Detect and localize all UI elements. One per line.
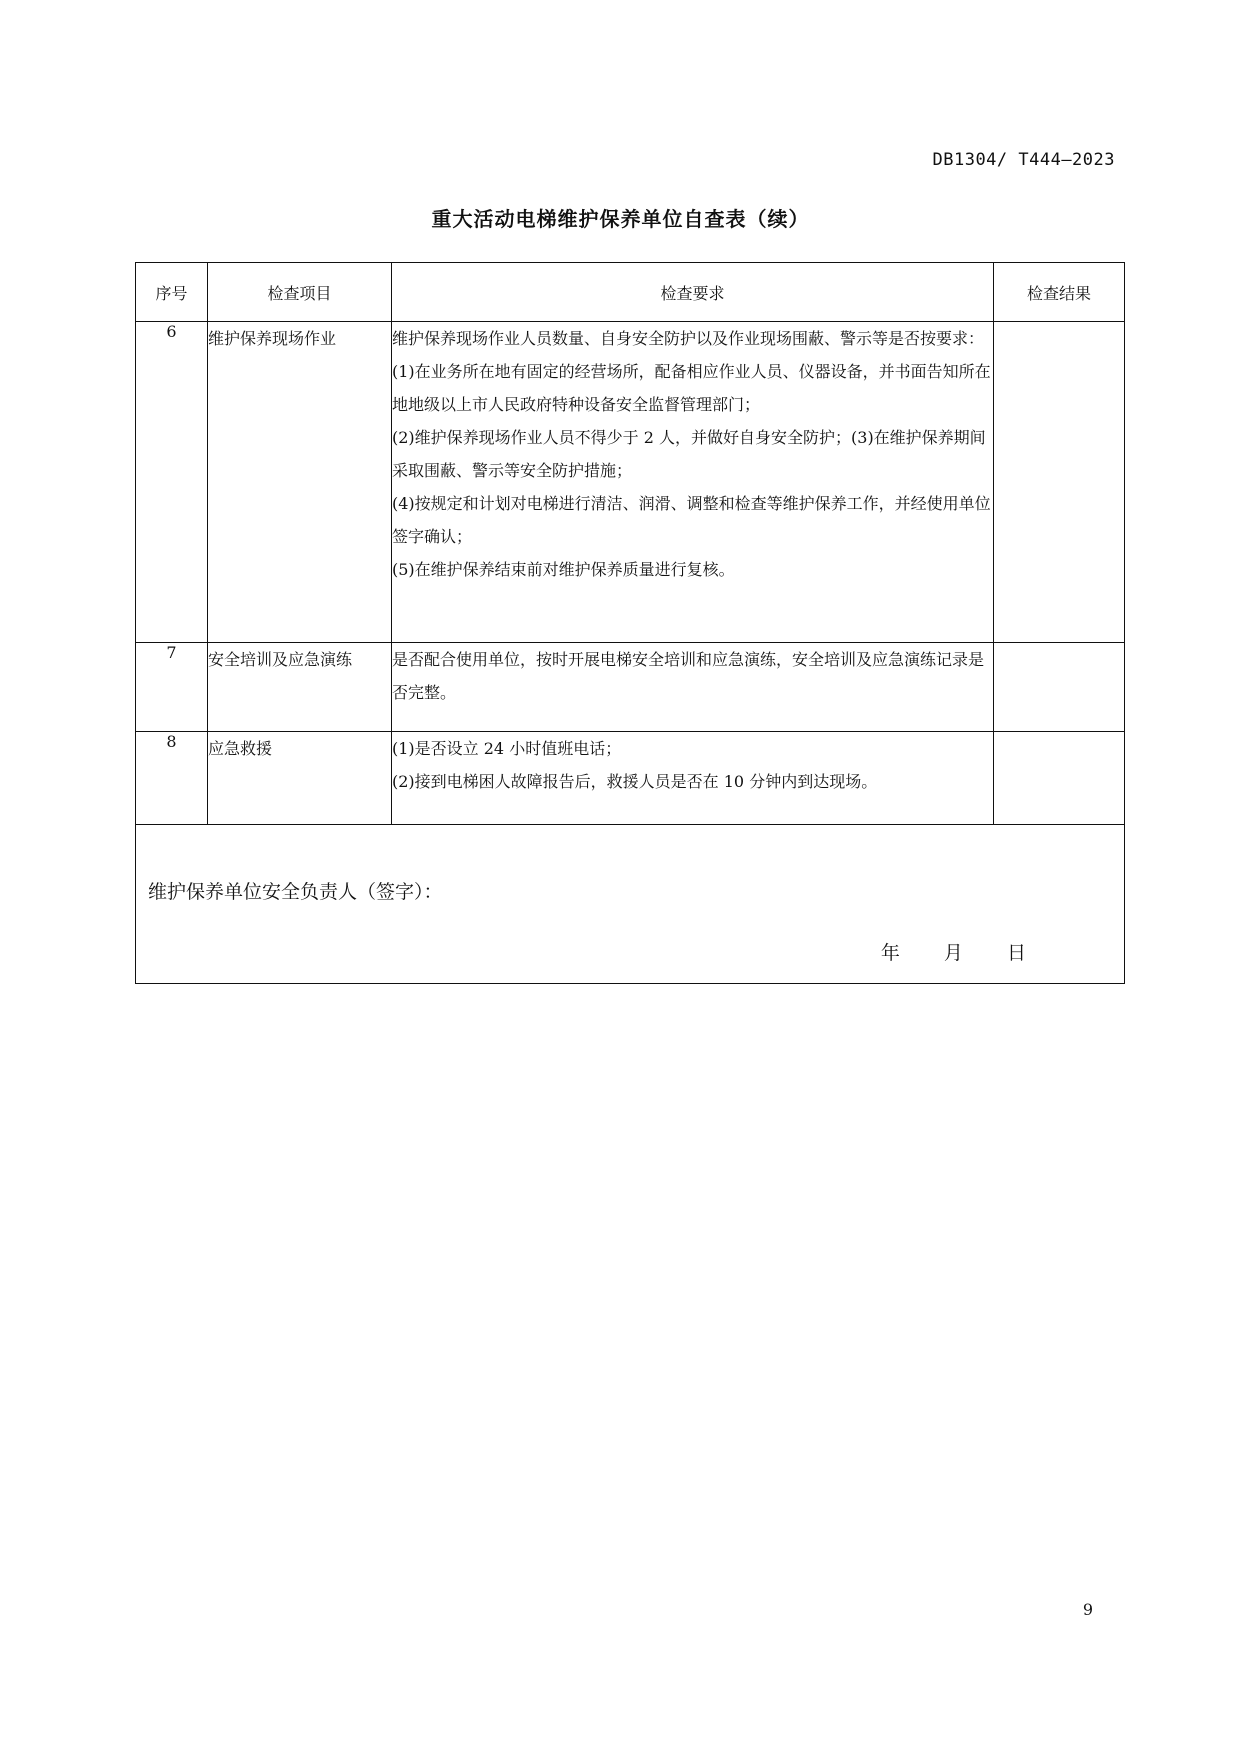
page-number: 9 (1082, 1600, 1093, 1619)
column-header-result: 检查结果 (994, 263, 1125, 322)
check-result[interactable] (994, 322, 1125, 643)
row-number: 7 (136, 643, 208, 732)
row-number: 6 (136, 322, 208, 643)
requirement-text: 维护保养现场作业人员数量、自身安全防护以及作业现场围蔽、警示等是否按要求： (392, 329, 985, 348)
check-requirements (392, 643, 994, 732)
signature-label: 维护保养单位安全负责人（签字）： (148, 881, 443, 903)
self-check-table (135, 262, 1125, 984)
requirement-text: (4)按规定和计划对电梯进行清洁、润滑、调整和检查等维护保养工作，并经使用单位签字确认； (392, 494, 991, 546)
check-requirements (392, 322, 994, 643)
date-day: 日 (1006, 942, 1026, 964)
requirement-text: (1)是否设立 24 小时值班电话； (392, 739, 622, 758)
check-requirements (392, 732, 994, 825)
date-year: 年 (880, 942, 900, 964)
signature-cell[interactable] (136, 825, 1125, 984)
column-header-no: 序号 (136, 263, 208, 322)
column-header-requirements: 检查要求 (392, 263, 994, 322)
table-header-row (136, 263, 1125, 322)
column-header-item: 检查项目 (208, 263, 392, 322)
requirement-text: (2)维护保养现场作业人员不得少于 2 人，并做好自身安全防护；(3)在维护保养期间采取围蔽、警示等安全防护措施； (392, 428, 986, 480)
check-result[interactable] (994, 732, 1125, 825)
date-month: 月 (943, 942, 963, 964)
table-row (136, 322, 1125, 643)
requirement-text: (1)在业务所在地有固定的经营场所，配备相应作业人员、仪器设备，并书面告知所在地地级以上市人民政府特种设备安全监督管理部门； (392, 362, 991, 414)
check-item: 维护保养现场作业 (208, 322, 392, 643)
check-item: 应急救援 (208, 732, 392, 825)
table-row (136, 732, 1125, 825)
requirement-text: (2)接到电梯困人故障报告后，救援人员是否在 10 分钟内到达现场。 (392, 772, 878, 791)
requirement-text: (5)在维护保养结束前对维护保养质量进行复核。 (392, 560, 735, 579)
page-title: 重大活动电梯维护保养单位自查表（续） (431, 207, 810, 231)
check-result[interactable] (994, 643, 1125, 732)
signature-row (136, 825, 1125, 984)
document-code: DB1304/ T444—2023 (932, 150, 1115, 170)
requirement-text: 是否配合使用单位，按时开展电梯安全培训和应急演练，安全培训及应急演练记录是否完整。 (392, 650, 985, 702)
row-number: 8 (136, 732, 208, 825)
signature-date (881, 938, 1026, 965)
check-item: 安全培训及应急演练 (208, 643, 392, 732)
table-row (136, 643, 1125, 732)
